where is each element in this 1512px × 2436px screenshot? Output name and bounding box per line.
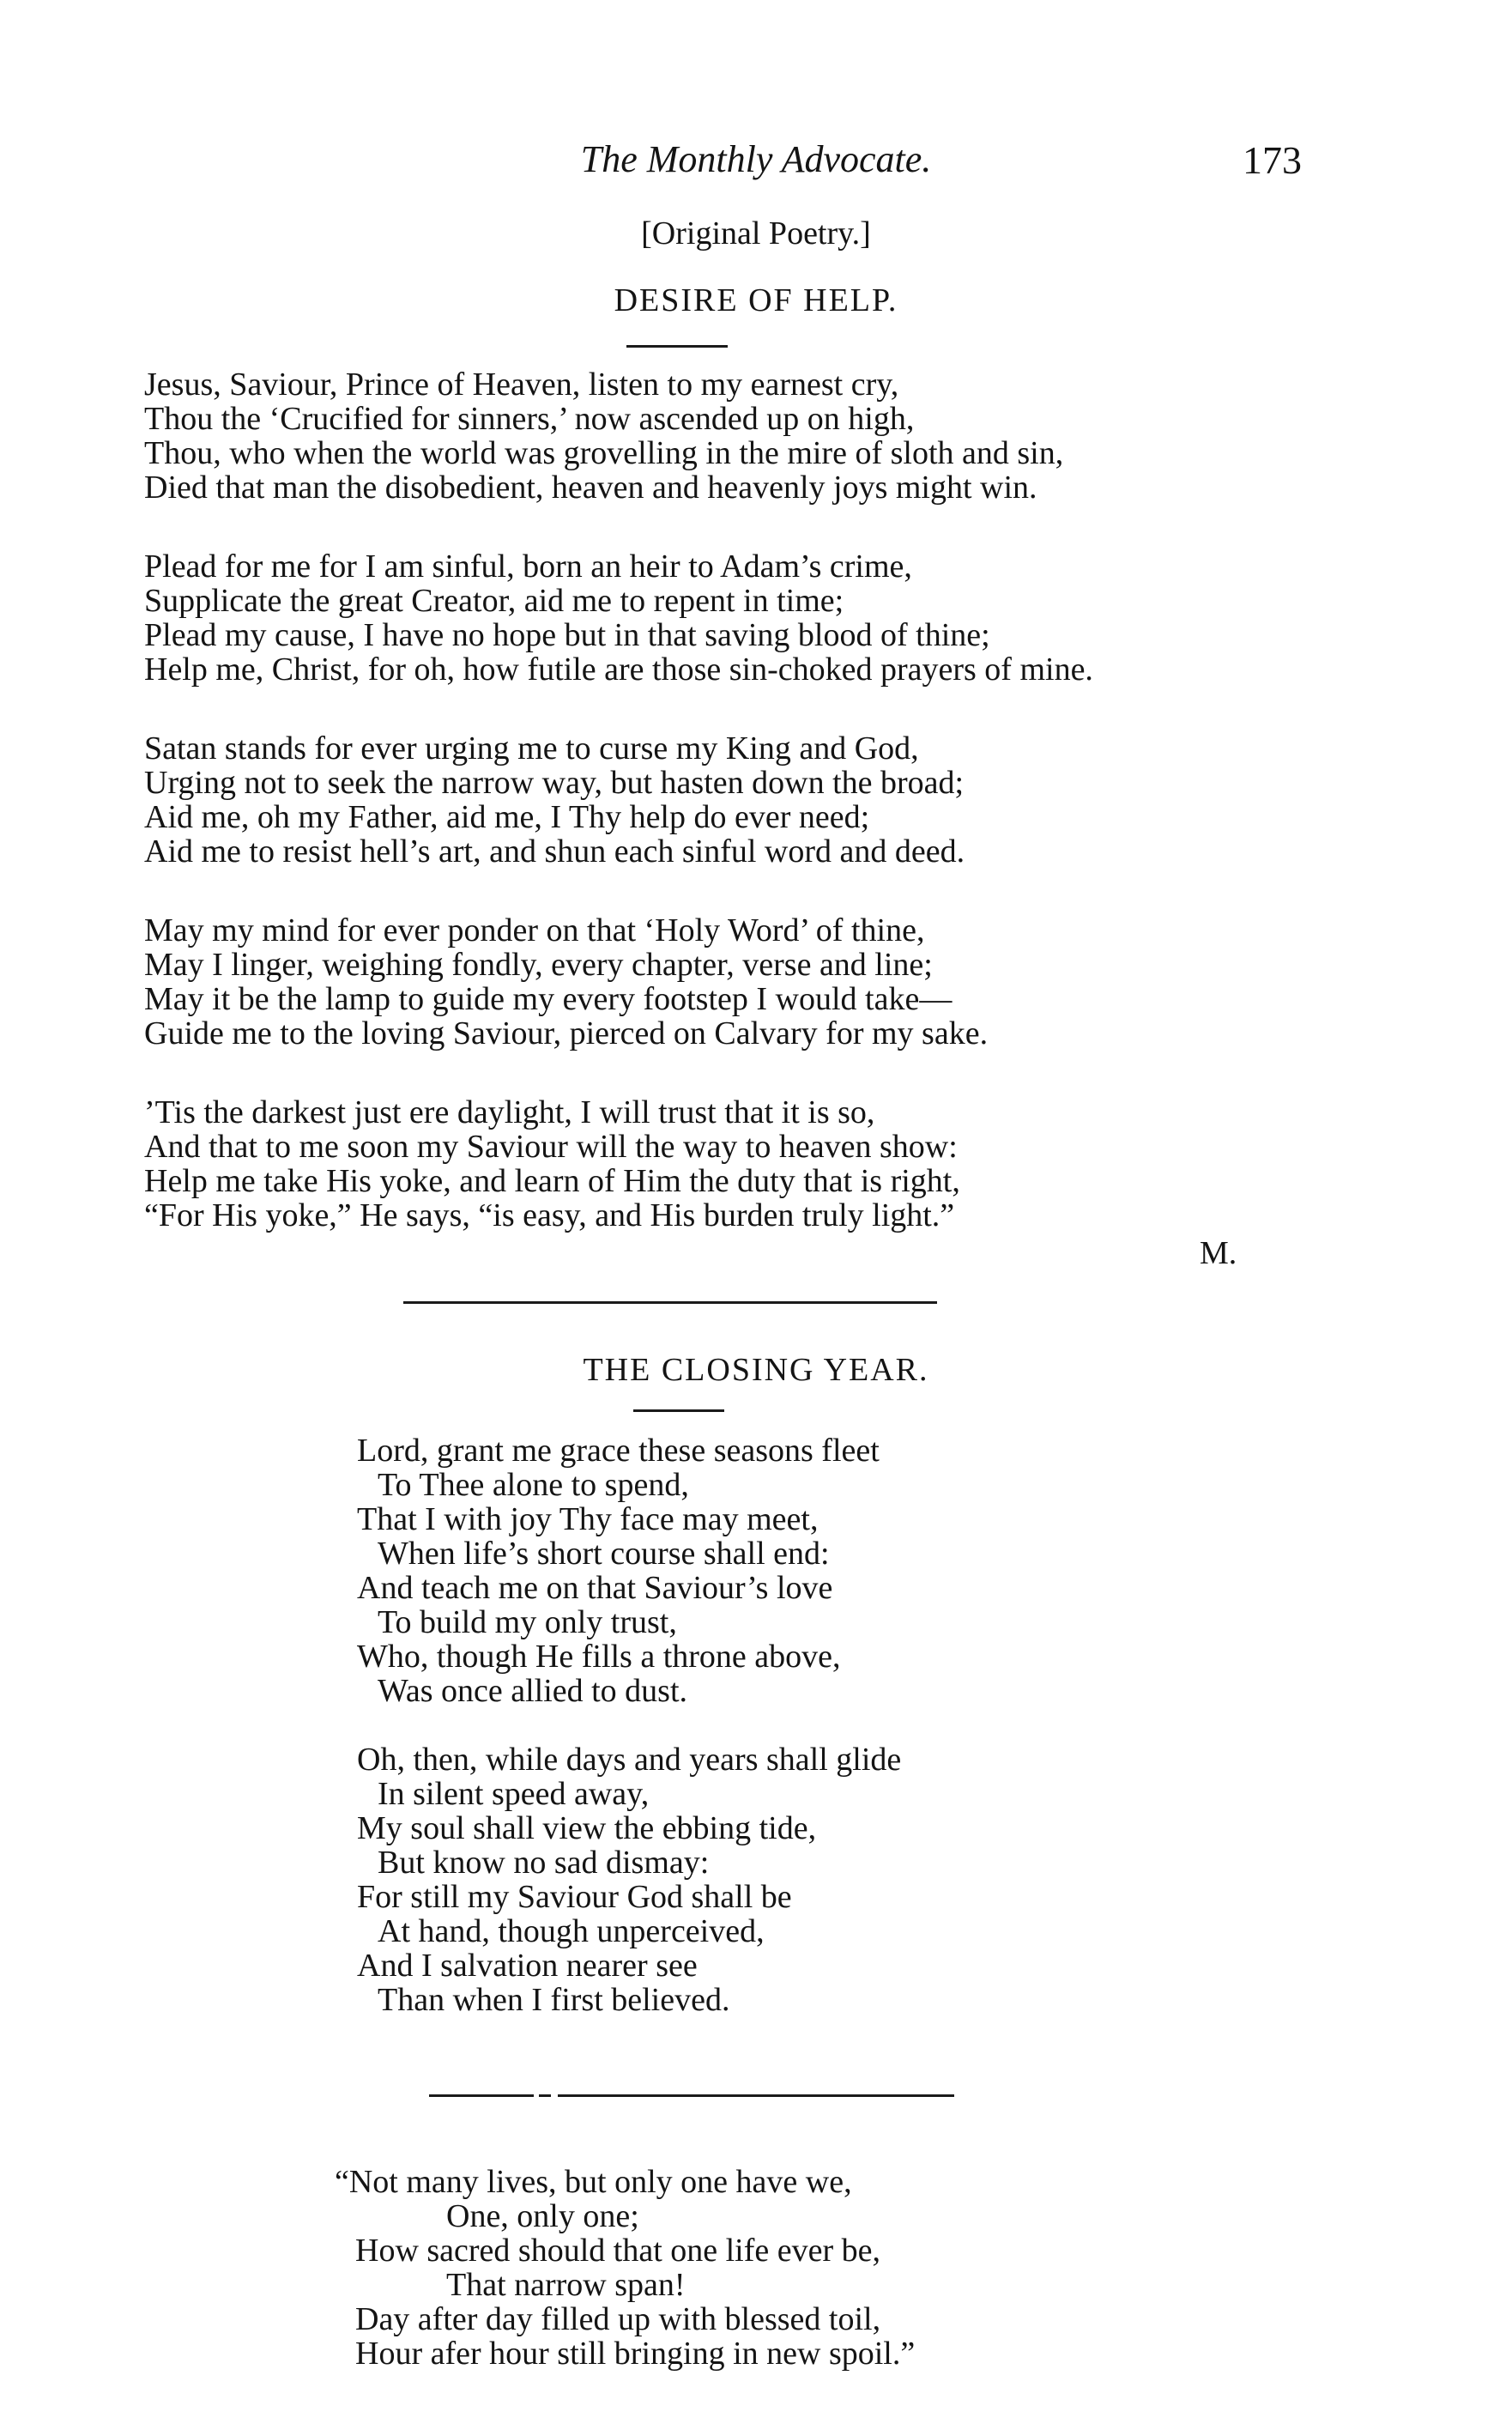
verse-line: ’Tis the darkest just ere daylight, I will trust that it is so, [144, 1094, 875, 1130]
verse-line: Help me, Christ, for oh, how futile are those sin-choked prayers of mine. [144, 651, 1093, 688]
verse-line: Plead my cause, I have no hope but in that saving blood of thine; [144, 617, 990, 653]
poem1-stanza-1 [144, 367, 1063, 505]
verse-line: May it be the lamp to guide my every footstep I would take— [144, 981, 953, 1017]
verse-line: At hand, though unperceived, [378, 1913, 765, 1949]
verse-line: Hour afer hour still bringing in new spoil.” [355, 2336, 916, 2372]
verse-line: My soul shall view the ebbing tide, [357, 1810, 817, 1846]
verse-line: Supplicate the great Creator, aid me to repent in time; [144, 583, 844, 619]
poem2-stanza-2 [357, 1742, 901, 2017]
verse-line: That I with joy Thy face may meet, [357, 1501, 819, 1537]
verse-line: Aid me to resist hell’s art, and shun each sinful word and deed. [144, 833, 965, 870]
journal-title: The Monthly Advocate. [580, 138, 932, 180]
verse-line: Who, though He fills a throne above, [357, 1639, 841, 1675]
verse-line: That narrow span! [446, 2267, 686, 2303]
verse-line: But know no sad dismay: [378, 1845, 710, 1881]
verse-line: Day after day filled up with blessed toil, [355, 2301, 881, 2337]
verse-line: “For His yoke,” He says, “is easy, and His burden truly light.” [144, 1197, 955, 1233]
verse-line: Oh, then, while days and years shall glide [357, 1742, 902, 1778]
poem-signature: M. [1200, 1235, 1237, 1271]
verse-line: How sacred should that one life ever be, [355, 2233, 881, 2269]
verse-line: Died that man the disobedient, heaven and heavenly joys might win. [144, 470, 1037, 506]
page-number: 173 [1243, 138, 1302, 182]
verse-line: Guide me to the loving Saviour, pierced on Calvary for my sake. [144, 1015, 989, 1051]
verse-line: May my mind for ever ponder on that ‘Holy Word’ of thine, [144, 912, 925, 948]
verse-line: Than when I first believed. [378, 1982, 730, 2018]
verse-line: Lord, grant me grace these seasons fleet [357, 1433, 880, 1469]
poem1-stanza-4 [144, 913, 988, 1051]
title-rule [626, 345, 728, 348]
verse-line: “Not many lives, but only one have we, [335, 2164, 852, 2200]
poem3-quote [335, 2165, 915, 2371]
section-divider-dash [539, 2094, 551, 2097]
section-divider-right [558, 2094, 954, 2097]
verse-line: Was once allied to dust. [378, 1673, 688, 1709]
poem-title-desire-of-help: DESIRE OF HELP. [614, 282, 898, 318]
verse-line: In silent speed away, [378, 1776, 650, 1812]
verse-line: Jesus, Saviour, Prince of Heaven, listen to my earnest cry, [144, 367, 899, 403]
verse-line: Satan stands for ever urging me to curse my King and God, [144, 730, 919, 767]
poem-title-closing-year: THE CLOSING YEAR. [583, 1352, 929, 1388]
section-divider-left [429, 2094, 534, 2097]
verse-line: For still my Saviour God shall be [357, 1879, 792, 1915]
verse-line: Urging not to seek the narrow way, but hasten down the broad; [144, 765, 965, 801]
poem1-stanza-2 [144, 549, 1093, 687]
verse-line: And that to me soon my Saviour will the way to heaven show: [144, 1129, 958, 1165]
poem1-stanza-5 [144, 1095, 960, 1233]
verse-line: May I linger, weighing fondly, every chapter, verse and line; [144, 947, 933, 983]
verse-line: And teach me on that Saviour’s love [357, 1570, 833, 1606]
poem-note: [Original Poetry.] [641, 215, 871, 251]
section-divider [403, 1301, 937, 1304]
verse-line: To build my only trust, [378, 1604, 677, 1640]
poem1-stanza-3 [144, 731, 965, 869]
verse-line: Thou, who when the world was grovelling in the mire of sloth and sin, [144, 435, 1064, 471]
verse-line: To Thee alone to spend, [378, 1467, 689, 1503]
title-rule [633, 1409, 724, 1412]
verse-line: Plead for me for I am sinful, born an heir to Adam’s crime, [144, 548, 912, 585]
verse-line: Thou the ‘Crucified for sinners,’ now ascended up on high, [144, 401, 915, 437]
verse-line: One, only one; [446, 2198, 639, 2234]
verse-line: Help me take His yoke, and learn of Him the duty that is right, [144, 1163, 960, 1199]
verse-line: When life’s short course shall end: [378, 1536, 830, 1572]
verse-line: Aid me, oh my Father, aid me, I Thy help do ever need; [144, 799, 870, 835]
poem2-stanza-1 [357, 1433, 880, 1708]
verse-line: And I salvation nearer see [357, 1948, 698, 1984]
